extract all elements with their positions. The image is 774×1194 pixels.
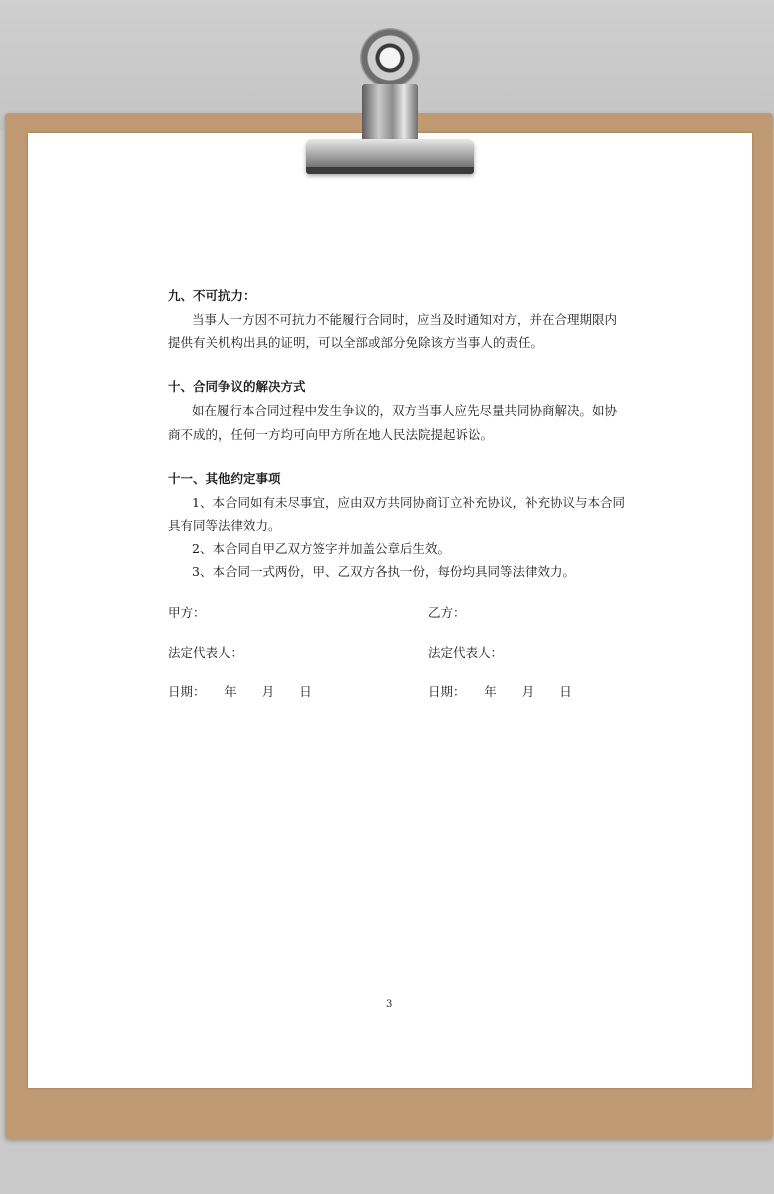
section-heading: 十一、其他约定事项 [168, 471, 281, 486]
paragraph-line: 2、本合同自甲乙双方签字并加盖公章后生效。 [192, 541, 450, 556]
paragraph-line: 具有同等法律效力。 [168, 518, 281, 533]
paragraph-line: 如在履行本合同过程中发生争议的，双方当事人应先尽量共同协商解决。如协 [192, 403, 618, 418]
party-a-date: 日期： 年 月 日 [168, 684, 312, 699]
party-a-label: 甲方： [168, 605, 206, 620]
paragraph-line: 3、本合同一式两份，甲、乙双方各执一份，每份均具同等法律效力。 [192, 564, 575, 579]
paragraph-line: 商不成的，任何一方均可向甲方所在地人民法院提起诉讼。 [168, 427, 494, 442]
paragraph-line: 1、本合同如有未尽事宜，应由双方共同协商订立补充协议，补充协议与本合同 [192, 495, 625, 510]
section-heading: 十、合同争议的解决方式 [168, 379, 306, 394]
document-page [28, 133, 752, 1088]
party-b-label: 乙方： [428, 605, 466, 620]
party-a-representative: 法定代表人： [168, 645, 244, 660]
party-b-representative: 法定代表人： [428, 645, 504, 660]
clip-ring [360, 28, 420, 88]
page-number: 3 [386, 999, 393, 1010]
paragraph-line: 当事人一方因不可抗力不能履行合同时，应当及时通知对方，并在合理期限内 [192, 312, 618, 327]
paragraph-line: 提供有关机构出具的证明，可以全部或部分免除该方当事人的责任。 [168, 335, 544, 350]
binder-clip-icon [300, 26, 480, 178]
clip-lip [306, 167, 474, 174]
party-b-date: 日期： 年 月 日 [428, 684, 572, 699]
section-heading: 九、不可抗力： [168, 288, 256, 303]
